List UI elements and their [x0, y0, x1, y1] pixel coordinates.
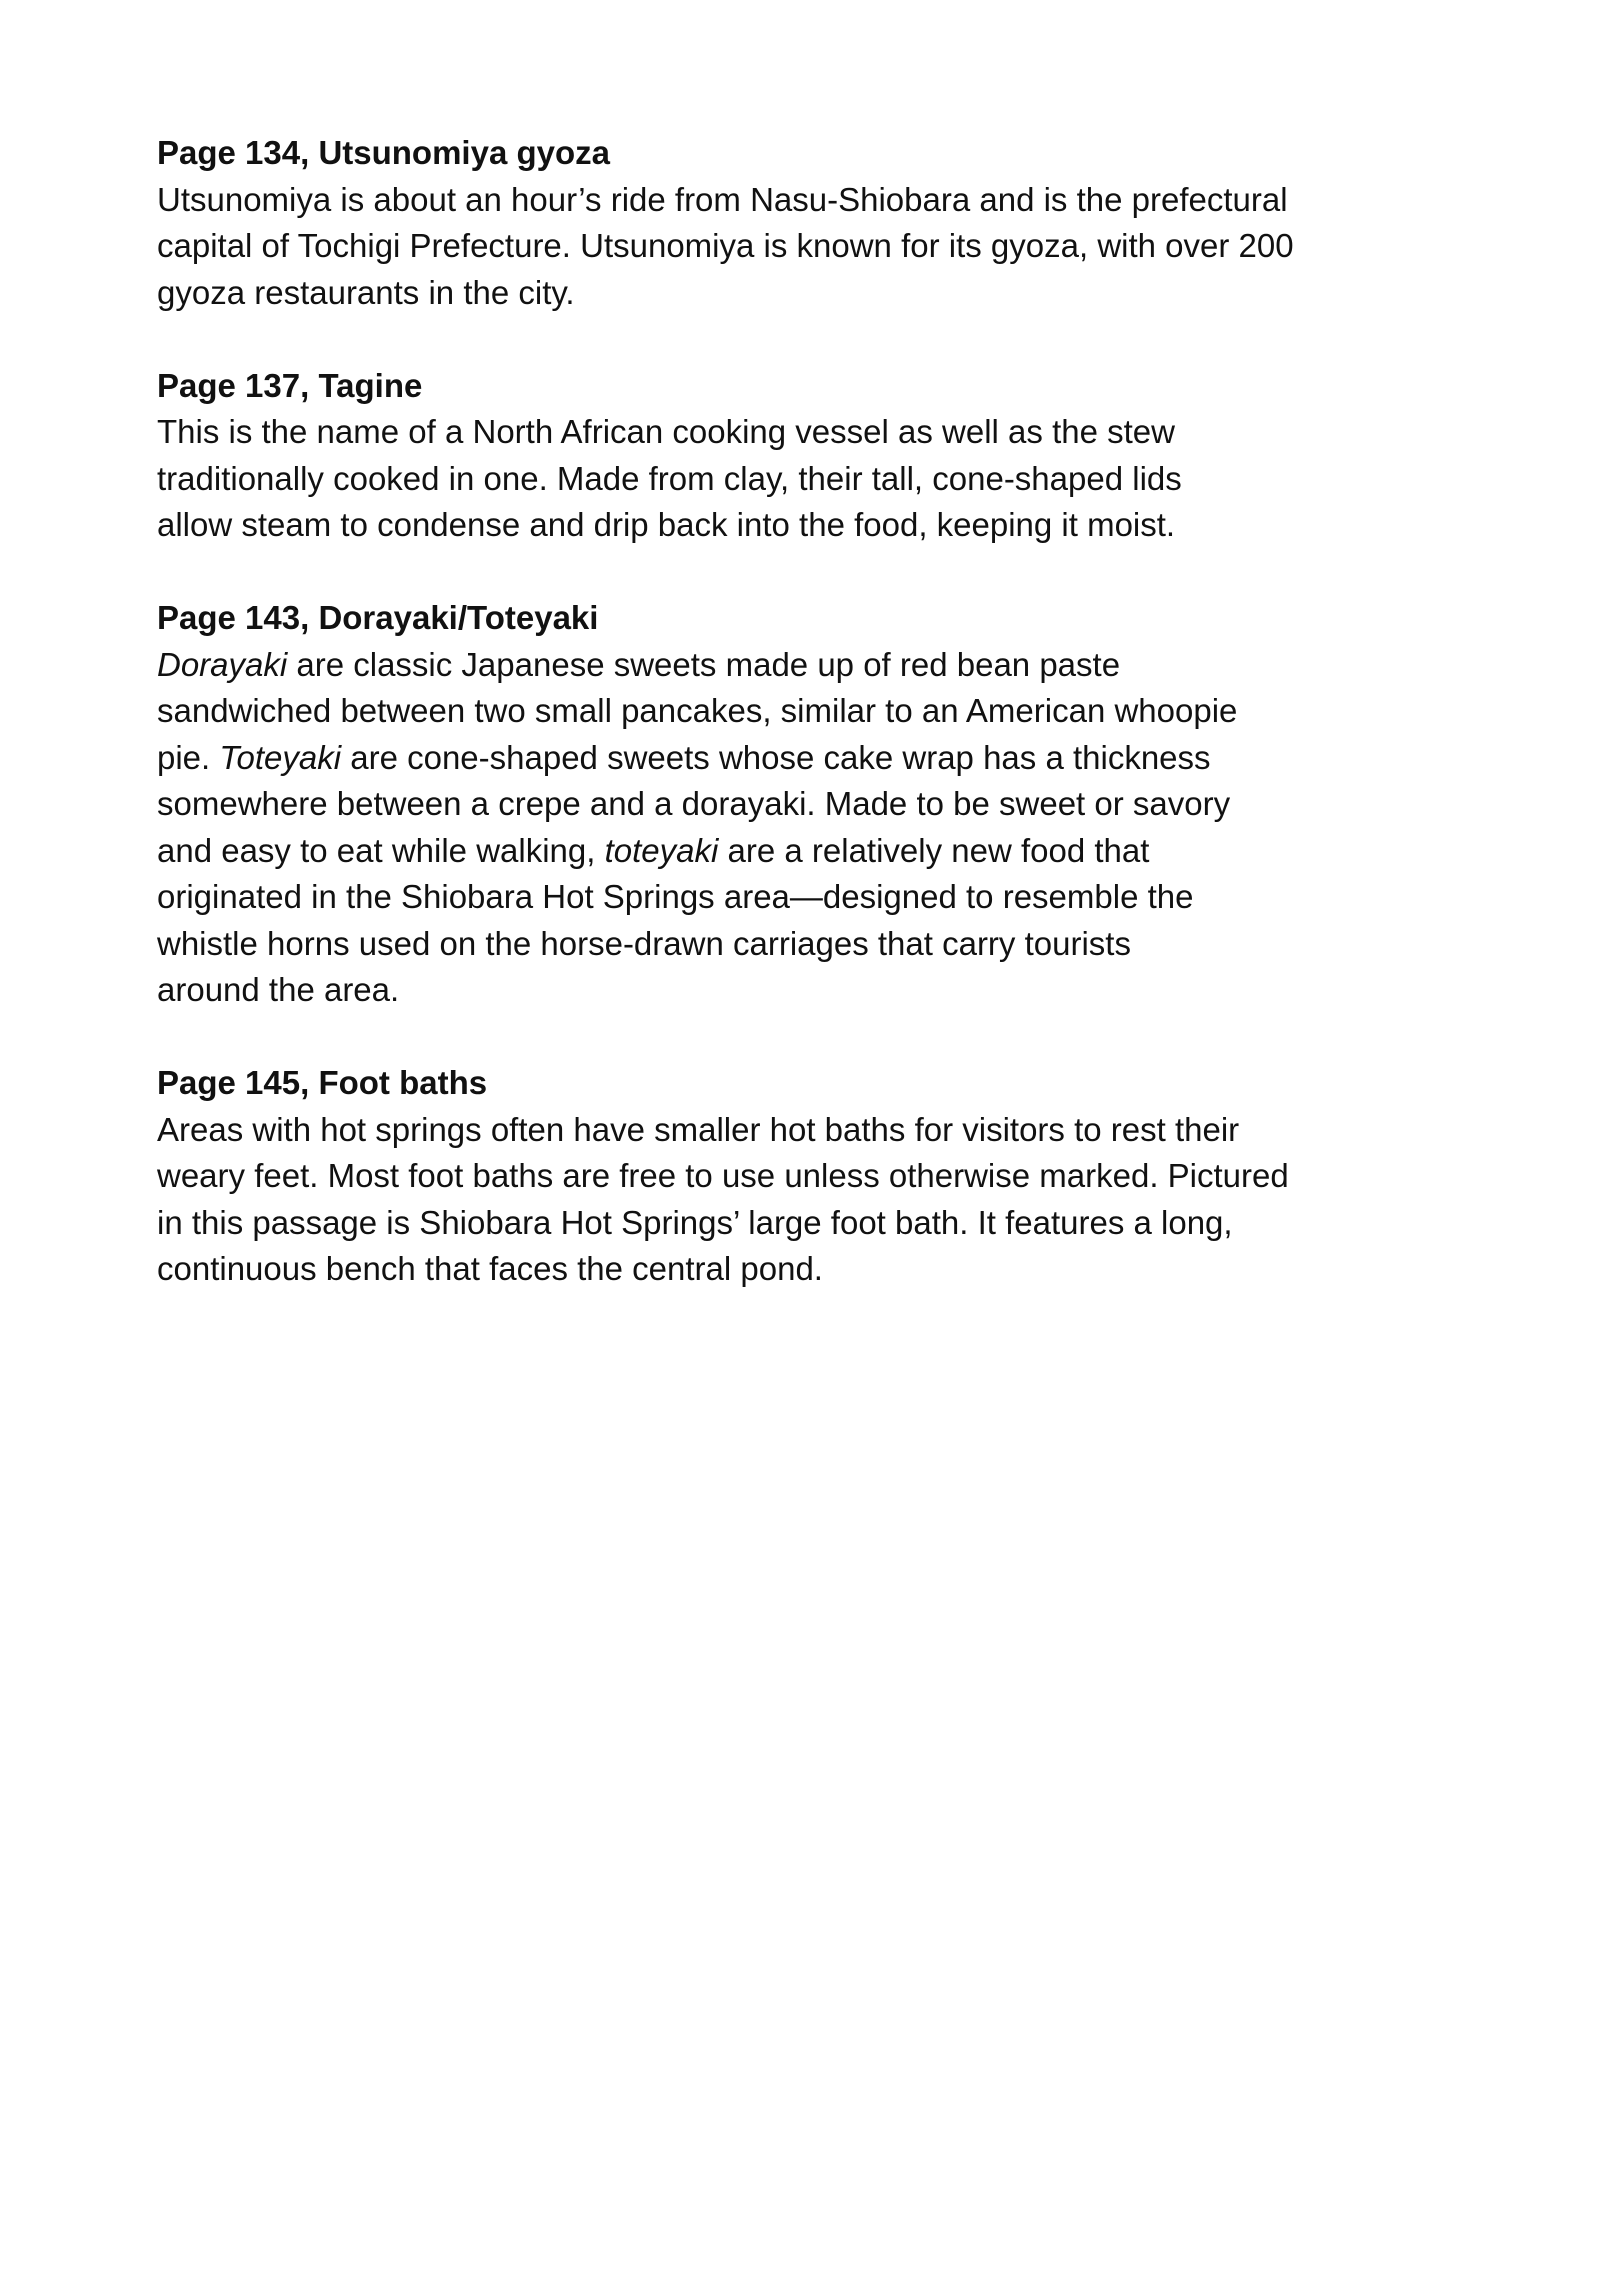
- italic-term: Dorayaki: [157, 645, 288, 683]
- section-utsunomiya-gyoza: [157, 130, 1497, 316]
- body-line: sandwiched between two small pancakes, similar to an American whoopie: [157, 692, 1238, 729]
- text: and easy to eat while walking,: [157, 831, 605, 869]
- text: are cone-shaped sweets whose cake wrap has a thickness: [341, 738, 1211, 776]
- body-line: [157, 642, 1497, 689]
- text: pie.: [157, 738, 220, 776]
- body-line: whistle horns used on the horse-drawn carriages that carry tourists: [157, 924, 1131, 962]
- body-line: weary feet. Most foot baths are free to use unless otherwise marked. Pictured: [157, 1157, 1289, 1194]
- italic-term: Toteyaki: [219, 738, 342, 776]
- italic-term: toteyaki: [604, 831, 719, 869]
- body-line: somewhere between a crepe and a dorayaki. Made to be sweet or savory: [157, 785, 1231, 822]
- body-line: traditionally cooked in one. Made from clay, their tall, cone-shaped lids: [157, 459, 1182, 497]
- section-tagine: [157, 363, 1497, 549]
- section-heading: Page 143, Dorayaki/Toteyaki: [157, 599, 599, 636]
- body-line: in this passage is Shiobara Hot Springs’ large foot bath. It features a long,: [157, 1203, 1233, 1241]
- body-line: originated in the Shiobara Hot Springs area—designed to resemble the: [157, 878, 1194, 915]
- section-dorayaki-toteyaki: [157, 595, 1497, 1014]
- body-line: [157, 735, 1497, 782]
- body-line: allow steam to condense and drip back into the food, keeping it moist.: [157, 506, 1176, 543]
- section-foot-baths: [157, 1060, 1497, 1293]
- body-line: [157, 828, 1497, 875]
- body-line: This is the name of a North African cooking vessel as well as the stew: [157, 413, 1175, 450]
- body-line: Utsunomiya is about an hour’s ride from Nasu-Shiobara and is the prefectural: [157, 180, 1288, 218]
- text: are classic Japanese sweets made up of red bean paste: [287, 645, 1121, 683]
- section-heading: Page 134, Utsunomiya gyoza: [157, 134, 610, 171]
- text: are a relatively new food that: [718, 831, 1150, 869]
- body-line: continuous bench that faces the central pond.: [157, 1250, 823, 1287]
- body-line: gyoza restaurants in the city.: [157, 273, 575, 311]
- section-heading: Page 137, Tagine: [157, 366, 423, 404]
- section-heading: Page 145, Foot baths: [157, 1064, 488, 1101]
- document-page: [157, 130, 1497, 1339]
- body-line: capital of Tochigi Prefecture. Utsunomiya is known for its gyoza, with over 200: [157, 227, 1294, 264]
- body-line: around the area.: [157, 971, 400, 1008]
- body-line: Areas with hot springs often have smaller hot baths for visitors to rest their: [157, 1110, 1240, 1148]
